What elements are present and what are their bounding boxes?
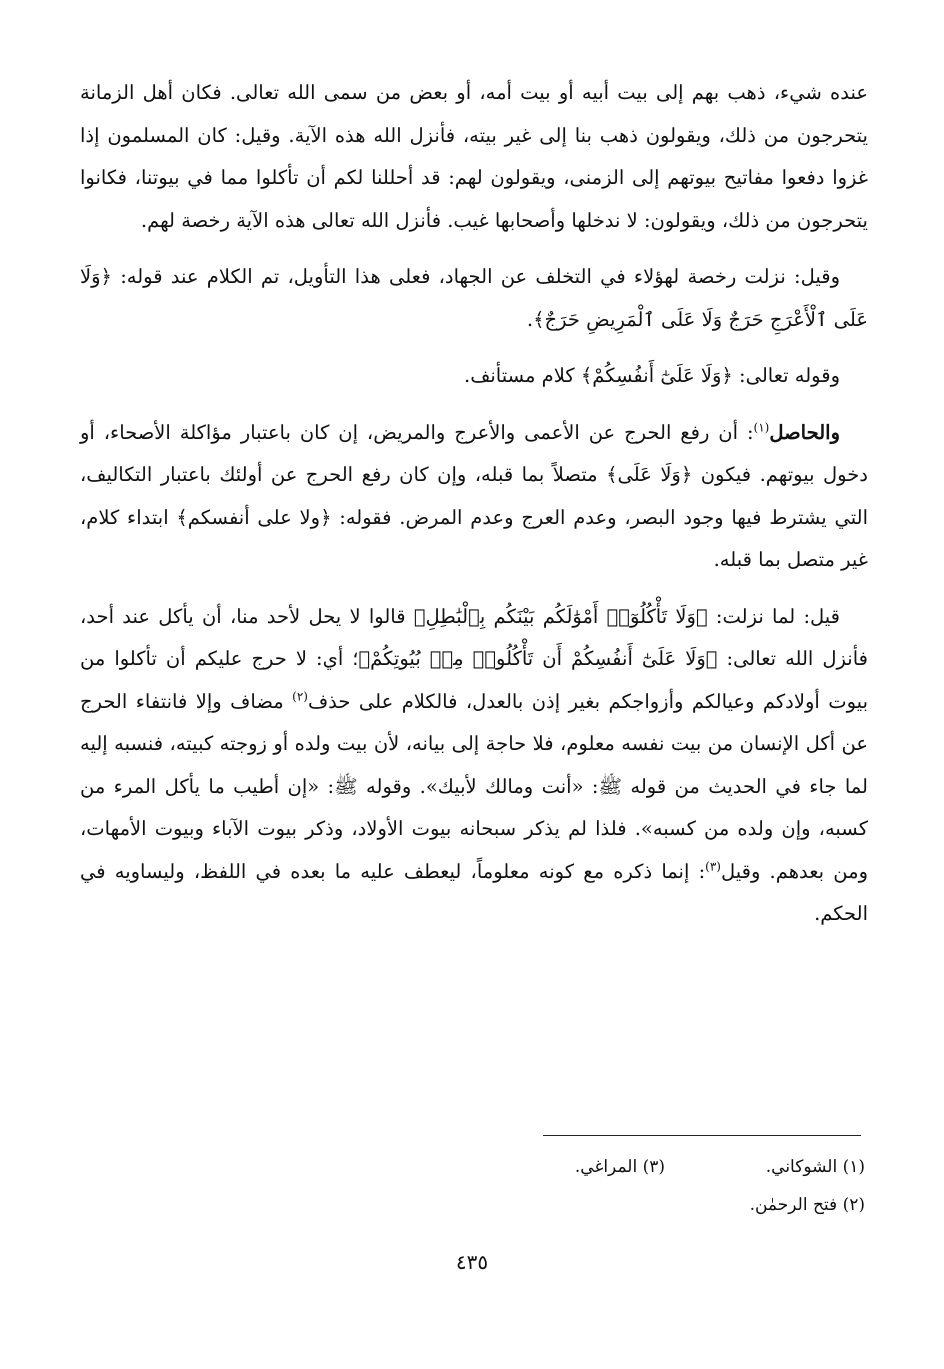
paragraph-5-text-c: : إنما ذكره مع كونه معلوماً، ليعطف عليه ما بعده في اللفظ، وليساويه في الحكم.: [80, 859, 868, 925]
footnote-row: [80, 1148, 865, 1186]
footnote-ref: (١): [753, 420, 770, 434]
paragraph-5-text-a: قيل: لما نزلت: ﴿وَلَا تَأْكُلُوٓا۟ أَمْوَٰلَكُم بَيْنَكُم بِٱلْبَٰطِلِ﴾ قالوا لا يحل لأحد منا، أن يأكل عند أحد، فأنزل الله تعالى: ﴿وَلَا عَلَىٰٓ أَنفُسِكُمْ أَن تَأْكُلُوا۟ مِنۢ بُيُوتِكُمْ﴾؛ أي: لا حرج عليكم أن تأكلوا من بيوت أولادكم وعيالكم وأزواجكم بغير إذن بالعدل، فالكلام على حذف: [80, 604, 868, 713]
paragraph-1: عنده شيء، ذهب بهم إلى بيت أبيه أو بيت أمه، أو بعض من سمى الله تعالى. فكان أهل الزمانة يتحرجون من ذلك، ويقولون ذهب بنا إلى غير بيته، فأنزل الله هذه الآية. وقيل: كان المسلمون إذا غزوا دفعوا مفاتيح بيوتهم إلى الزمنى، ويقولون لهم: قد أحللنا لكم أن تأكلوا مما في بيوتنا، فكانوا يتحرجون من ذلك، ويقولون: لا ندخلها وأصحابها غيب. فأنزل الله تعالى هذه الآية رخصة لهم.: [80, 81, 868, 232]
paragraph-4: [80, 412, 868, 582]
footnotes: [80, 1148, 865, 1224]
page-number: ٤٣٥: [455, 1250, 489, 1274]
footnote-2: (٢) فتح الرحمٰن.: [749, 1195, 865, 1215]
footnote-1: (١) الشوكاني.: [765, 1157, 865, 1177]
footnote-3: (٣) المراغي.: [574, 1157, 665, 1177]
paragraph-3: وقوله تعالى: ﴿وَلَا عَلَىٰٓ أَنفُسِكُمْ﴾ كلام مستأنف.: [464, 364, 840, 387]
paragraph-5: [80, 596, 868, 936]
paragraph-4-text: : أن رفع الحرج عن الأعمى والأعرج والمريض، إن كان باعتبار مؤاكلة الأصحاء، أو دخول بيوتهم. فيكون ﴿وَلَا عَلَى﴾ متصلاً بما قبله، وإن كان رفع الحرج عن أولئك باعتبار التكاليف، التي يشترط فيها وجود البصر، وعدم العرج وعدم المرض. فقوله: ﴿ولا على أنفسكم﴾ ابتداء كلام، غير متصل بما قبله.: [80, 420, 868, 571]
paragraph-5-text-b: مضاف وإلا فانتفاء الحرج عن أكل الإنسان من بيت نفسه معلوم، فلا حاجة إلى بيانه، لأن بيت ولده أو زوجته كبيته، فنسبه إليه لما جاء في الحديث من قوله ﷺ: «أنت ومالك لأبيك». وقوله ﷺ: «إن أطيب ما يأكل المرء من كسبه، وإن ولده من كسبه». فلذا لم يذكر سبحانه بيوت الأولاد، وذكر بيوت الآباء وبيوت الأمهات، ومن بعدهم. وقيل: [80, 689, 868, 883]
footnote-ref: (٣): [705, 859, 721, 873]
footnote-ref: (٢): [292, 689, 308, 703]
paragraph-lead-term: والحاصل: [769, 420, 840, 444]
paragraph-2: وقيل: نزلت رخصة لهؤلاء في التخلف عن الجهاد، فعلى هذا التأويل، تم الكلام عند قوله: ﴿وَلَا عَلَى ٱلْأَعْرَجِ حَرَجٌ وَلَا عَلَى ٱلْمَرِيضِ حَرَجٌ﴾.: [80, 265, 868, 331]
main-text: [80, 72, 868, 936]
footnote-divider: [543, 1135, 861, 1136]
